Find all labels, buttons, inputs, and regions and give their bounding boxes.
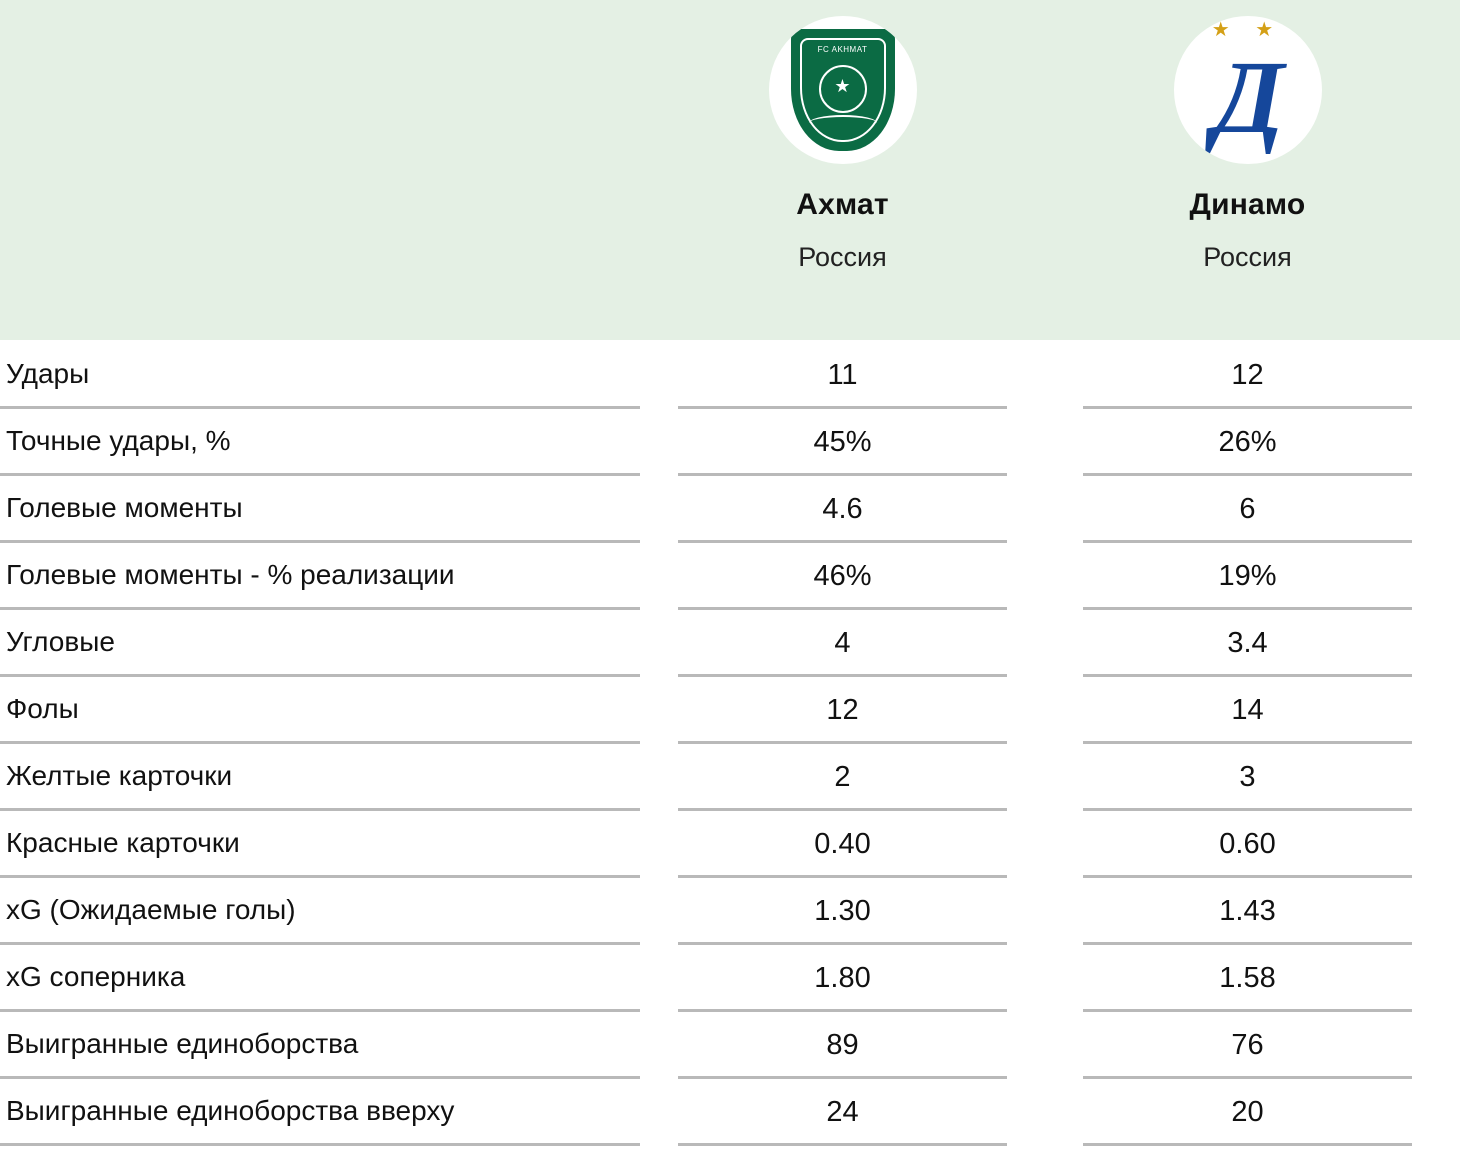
- stat-label: Угловые: [0, 610, 640, 677]
- stat-value-away-text: 1.58: [1219, 962, 1276, 994]
- stat-value-away: [1045, 945, 1450, 1012]
- stat-value-away: [1045, 878, 1450, 945]
- stat-value-home-text: 1.30: [814, 895, 871, 927]
- stat-value-away-text: 19%: [1218, 560, 1277, 592]
- stat-value-home: [640, 744, 1045, 811]
- stat-label: Голевые моменты - % реализации: [0, 543, 640, 610]
- stat-label: Выигранные единоборства: [0, 1012, 640, 1079]
- table-row: [0, 677, 1460, 744]
- table-row: [0, 811, 1460, 878]
- stat-value-away-text: 26%: [1218, 426, 1277, 458]
- stat-value-away: [1045, 476, 1450, 543]
- stat-value-away-text: 14: [1231, 694, 1264, 726]
- stat-value-home-text: 12: [826, 694, 859, 726]
- stat-value-away: [1045, 1012, 1450, 1079]
- stat-value-home-text: 2: [834, 761, 851, 793]
- stat-value-away: [1045, 610, 1450, 677]
- stat-value-home-text: 4.6: [822, 493, 863, 525]
- table-row: [0, 610, 1460, 677]
- stat-value-away-text: 12: [1231, 359, 1264, 391]
- stat-value-away-text: 76: [1231, 1029, 1264, 1061]
- stat-label: xG (Ожидаемые голы): [0, 878, 640, 945]
- table-row: [0, 543, 1460, 610]
- stat-label: Точные удары, %: [0, 409, 640, 476]
- table-row: [0, 342, 1460, 409]
- table-row: [0, 476, 1460, 543]
- stat-value-away-text: 6: [1239, 493, 1256, 525]
- stat-label: Фолы: [0, 677, 640, 744]
- stat-value-home-text: 4: [834, 627, 851, 659]
- dynamo-crest-icon: [1174, 16, 1322, 164]
- team-name-home: Ахмат: [796, 188, 889, 221]
- table-row: [0, 878, 1460, 945]
- stat-value-home: [640, 342, 1045, 409]
- team-name-away: Динамо: [1189, 188, 1306, 221]
- table-header: [0, 0, 1460, 340]
- stat-value-away-text: 3: [1239, 761, 1256, 793]
- akhmat-crest-text: FC AKHMAT: [817, 44, 868, 54]
- stat-value-home: [640, 811, 1045, 878]
- stat-value-home: [640, 476, 1045, 543]
- stat-value-away-text: 20: [1231, 1096, 1264, 1128]
- stat-label: Желтые карточки: [0, 744, 640, 811]
- stat-label: Удары: [0, 342, 640, 409]
- stat-value-away: [1045, 342, 1450, 409]
- stat-value-home: [640, 677, 1045, 744]
- table-row: [0, 1012, 1460, 1079]
- stat-value-home: [640, 610, 1045, 677]
- stat-value-away: [1045, 409, 1450, 476]
- stat-value-away-text: 1.43: [1219, 895, 1276, 927]
- dynamo-stars-icon: ★ ★: [1211, 19, 1284, 41]
- team-column-home: [640, 0, 1045, 340]
- stat-value-home-text: 24: [826, 1096, 859, 1128]
- team-country-away: Россия: [1203, 242, 1292, 272]
- team-country-home: Россия: [798, 242, 887, 272]
- stat-value-away: [1045, 677, 1450, 744]
- stat-value-away: [1045, 1079, 1450, 1146]
- stat-label: Выигранные единоборства вверху: [0, 1079, 640, 1146]
- stat-value-home-text: 46%: [813, 560, 872, 592]
- stat-value-home: [640, 878, 1045, 945]
- stat-value-away-text: 3.4: [1227, 627, 1268, 659]
- stat-value-away: [1045, 543, 1450, 610]
- stat-value-away-text: 0.60: [1219, 828, 1276, 860]
- stat-value-home-text: 45%: [813, 426, 872, 458]
- akhmat-crest-icon: FC AKHMAT ★: [769, 16, 917, 164]
- dynamo-crest-text: Д: [1212, 40, 1283, 155]
- stat-label: Красные карточки: [0, 811, 640, 878]
- stat-value-home: [640, 945, 1045, 1012]
- stat-value-home: [640, 409, 1045, 476]
- stat-value-home: [640, 1012, 1045, 1079]
- stat-value-home: [640, 543, 1045, 610]
- table-row: [0, 744, 1460, 811]
- stat-value-home-text: 89: [826, 1029, 859, 1061]
- stat-value-away: [1045, 744, 1450, 811]
- table-row: [0, 945, 1460, 1012]
- stats-rows: [0, 340, 1460, 1146]
- stat-label: xG соперника: [0, 945, 640, 1012]
- stat-value-home: [640, 1079, 1045, 1146]
- team-column-away: [1045, 0, 1450, 340]
- stat-value-home-text: 11: [827, 359, 858, 391]
- stat-label: Голевые моменты: [0, 476, 640, 543]
- table-row: [0, 409, 1460, 476]
- stat-value-away: [1045, 811, 1450, 878]
- table-row: [0, 1079, 1460, 1146]
- stat-value-home-text: 0.40: [814, 828, 871, 860]
- header-label-spacer: [0, 0, 640, 340]
- stat-value-home-text: 1.80: [814, 962, 871, 994]
